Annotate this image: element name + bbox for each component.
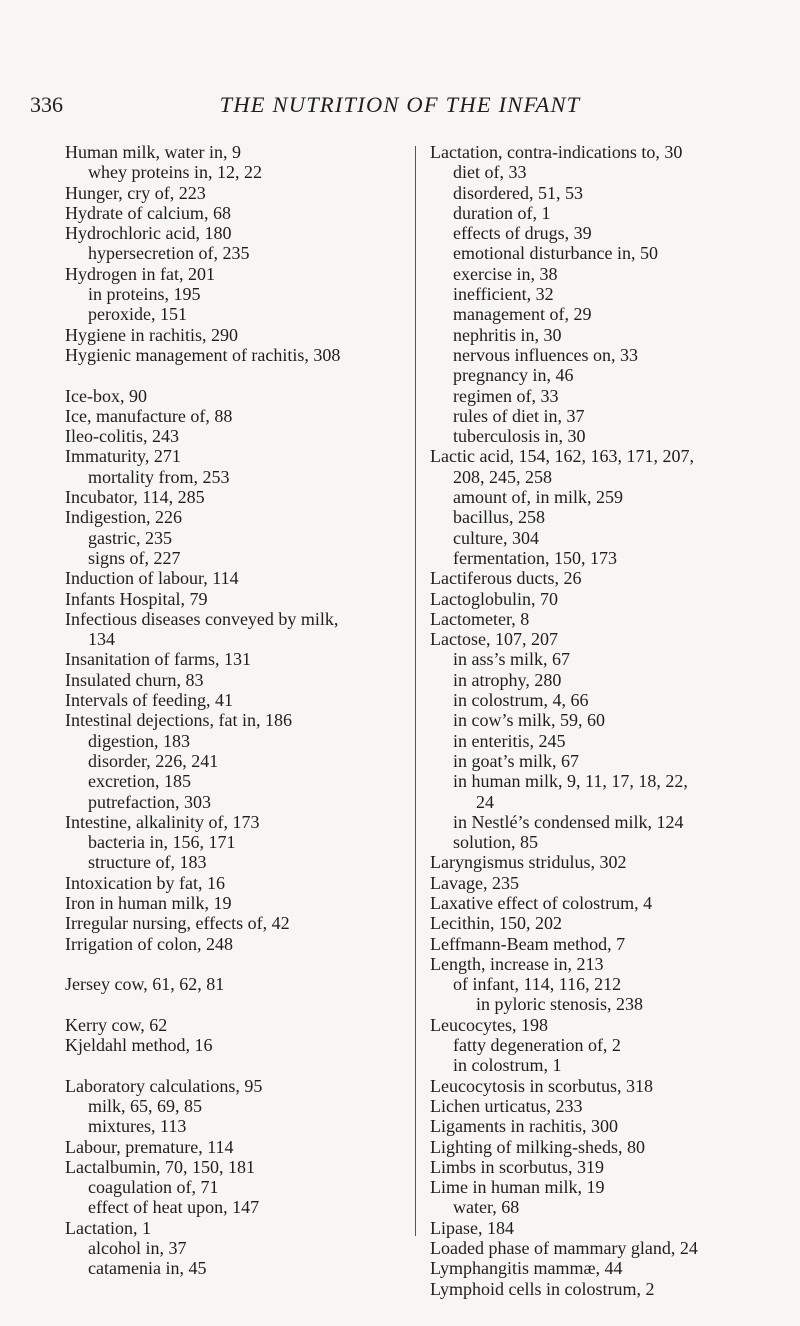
index-subentry: mortality from, 253 xyxy=(88,466,230,487)
index-entry: Infectious diseases conveyed by milk, xyxy=(65,608,339,629)
index-column-left xyxy=(65,142,405,1279)
index-subentry: in ass’s milk, 67 xyxy=(453,649,571,670)
index-entry: Intestine, alkalinity of, 173 xyxy=(65,811,260,832)
index-subentry: duration of, 1 xyxy=(453,202,551,223)
index-subentry: digestion, 183 xyxy=(88,730,190,751)
index-entry: Lipase, 184 xyxy=(430,1217,514,1238)
index-subentry: tuberculosis in, 30 xyxy=(453,426,586,447)
index-subentry: management of, 29 xyxy=(453,304,592,325)
index-entry: Labour, premature, 114 xyxy=(65,1136,234,1157)
index-column-right xyxy=(430,142,775,1299)
index-entry: Jersey cow, 61, 62, 81 xyxy=(65,974,225,995)
section-gap xyxy=(65,1055,405,1075)
index-entry: Irregular nursing, effects of, 42 xyxy=(65,913,290,934)
index-subentry: hypersecretion of, 235 xyxy=(88,243,250,264)
index-entry: Ice-box, 90 xyxy=(65,385,147,406)
index-entry: Ice, manufacture of, 88 xyxy=(65,405,233,426)
index-entry: Hygienic management of rachitis, 308 xyxy=(65,344,341,365)
index-entry: Lavage, 235 xyxy=(430,872,519,893)
index-subentry: regimen of, 33 xyxy=(453,385,559,406)
index-entry: Hunger, cry of, 223 xyxy=(65,182,206,203)
index-subentry: effects of drugs, 39 xyxy=(453,223,592,244)
index-subentry: emotional disturbance in, 50 xyxy=(453,243,658,264)
column-divider xyxy=(415,146,416,1236)
index-subentry: whey proteins in, 12, 22 xyxy=(88,162,262,183)
index-subentry: in colostrum, 1 xyxy=(453,1055,562,1076)
index-subentry: putrefaction, 303 xyxy=(88,791,211,812)
index-subentry: inefficient, 32 xyxy=(453,284,554,305)
page-number: 336 xyxy=(30,92,63,117)
index-entry: Intervals of feeding, 41 xyxy=(65,690,233,711)
index-subentry: excretion, 185 xyxy=(88,771,191,792)
section-gap xyxy=(65,365,405,385)
index-entry: Lactose, 107, 207 xyxy=(430,629,558,650)
section-gap xyxy=(65,994,405,1014)
index-entry: Lactiferous ducts, 26 xyxy=(430,568,582,589)
index-subentry: signs of, 227 xyxy=(88,547,181,568)
index-entry: Lactation, 1 xyxy=(65,1217,151,1238)
index-entry: Hydrate of calcium, 68 xyxy=(65,202,231,223)
index-subentry: nervous influences on, 33 xyxy=(453,344,638,365)
index-entry: Lichen urticatus, 233 xyxy=(430,1095,583,1116)
index-entry: Leucocytosis in scorbutus, 318 xyxy=(430,1075,653,1096)
index-subentry: peroxide, 151 xyxy=(88,304,187,325)
index-subentry: in colostrum, 4, 66 xyxy=(453,690,589,711)
index-entry: Hydrochloric acid, 180 xyxy=(65,223,232,244)
index-entry: Intoxication by fat, 16 xyxy=(65,872,225,893)
index-entry: Immaturity, 271 xyxy=(65,446,181,467)
index-subentry: culture, 304 xyxy=(453,527,539,548)
index-subentry: disordered, 51, 53 xyxy=(453,182,583,203)
index-entry: Limbs in scorbutus, 319 xyxy=(430,1156,604,1177)
index-subentry: nephritis in, 30 xyxy=(453,324,562,345)
index-subentry: in enteritis, 245 xyxy=(453,730,566,751)
index-entry: Ileo-colitis, 243 xyxy=(65,426,179,447)
index-entry: Lactic acid, 154, 162, 163, 171, 207, xyxy=(430,446,694,467)
index-subentry: exercise in, 38 xyxy=(453,263,558,284)
index-entry: Insulated churn, 83 xyxy=(65,669,204,690)
index-subentry: rules of diet in, 37 xyxy=(453,405,585,426)
index-subentry: in human milk, 9, 11, 17, 18, 22, xyxy=(453,771,688,792)
index-entry: Insanitation of farms, 131 xyxy=(65,649,251,670)
index-subentry: in cow’s milk, 59, 60 xyxy=(453,710,605,731)
index-subentry: in atrophy, 280 xyxy=(453,669,562,690)
index-subentry: in pyloric stenosis, 238 xyxy=(476,994,643,1015)
index-entry: Lighting of milking-sheds, 80 xyxy=(430,1136,645,1157)
index-entry: Laboratory calculations, 95 xyxy=(65,1075,263,1096)
index-entry: Human milk, water in, 9 xyxy=(65,142,241,162)
index-entry: Infants Hospital, 79 xyxy=(65,588,208,609)
index-subentry: diet of, 33 xyxy=(453,162,527,183)
index-subentry: disorder, 226, 241 xyxy=(88,750,219,771)
index-entry: Laryngismus stridulus, 302 xyxy=(430,852,627,873)
index-subentry: milk, 65, 69, 85 xyxy=(88,1095,203,1116)
index-entry: Lymphangitis mammæ, 44 xyxy=(430,1258,623,1279)
section-gap xyxy=(65,954,405,974)
index-subentry: gastric, 235 xyxy=(88,527,172,548)
index-subentry: water, 68 xyxy=(453,1197,520,1218)
index-entry: Laxative effect of colostrum, 4 xyxy=(430,892,653,913)
page-header xyxy=(0,92,800,122)
index-entry: Kerry cow, 62 xyxy=(65,1014,168,1035)
index-entry: Lactoglobulin, 70 xyxy=(430,588,558,609)
index-subentry: bacteria in, 156, 171 xyxy=(88,832,236,853)
index-subentry: in Nestlé’s condensed milk, 124 xyxy=(453,811,684,832)
index-entry: Intestinal dejections, fat in, 186 xyxy=(65,710,292,731)
index-entry: Kjeldahl method, 16 xyxy=(65,1035,213,1056)
index-entry: Irrigation of colon, 248 xyxy=(65,933,233,954)
index-entry: Lactation, contra-indications to, 30 xyxy=(430,142,683,162)
index-subentry: bacillus, 258 xyxy=(453,507,545,528)
index-entry: Length, increase in, 213 xyxy=(430,953,604,974)
index-entry: Induction of labour, 114 xyxy=(65,568,239,589)
index-subentry: 208, 245, 258 xyxy=(453,466,552,487)
index-subentry: amount of, in milk, 259 xyxy=(453,487,623,508)
index-entry: Lymphoid cells in colostrum, 2 xyxy=(430,1278,655,1299)
index-subentry: in goat’s milk, 67 xyxy=(453,750,579,771)
index-entry: Leucocytes, 198 xyxy=(430,1014,548,1035)
index-subentry: of infant, 114, 116, 212 xyxy=(453,974,622,995)
index-subentry: structure of, 183 xyxy=(88,852,207,873)
index-subentry: in proteins, 195 xyxy=(88,284,201,305)
index-subentry: 24 xyxy=(476,791,494,812)
index-subentry: solution, 85 xyxy=(453,832,539,853)
index-entry: Lactalbumin, 70, 150, 181 xyxy=(65,1156,255,1177)
running-title: THE NUTRITION OF THE INFANT xyxy=(219,92,581,117)
index-entry: Iron in human milk, 19 xyxy=(65,892,232,913)
index-entry: Lime in human milk, 19 xyxy=(430,1177,605,1198)
index-subentry: effect of heat upon, 147 xyxy=(88,1197,260,1218)
index-entry: Hygiene in rachitis, 290 xyxy=(65,324,238,345)
index-subentry: coagulation of, 71 xyxy=(88,1177,219,1198)
index-entry: Lecithin, 150, 202 xyxy=(430,913,562,934)
index-entry: Hydrogen in fat, 201 xyxy=(65,263,215,284)
index-subentry: catamenia in, 45 xyxy=(88,1258,207,1279)
index-subentry: pregnancy in, 46 xyxy=(453,365,574,386)
index-entry: Lactometer, 8 xyxy=(430,608,530,629)
index-entry: Ligaments in rachitis, 300 xyxy=(430,1116,618,1137)
index-entry: Loaded phase of mammary gland, 24 xyxy=(430,1238,698,1259)
index-subentry: mixtures, 113 xyxy=(88,1116,187,1137)
index-subentry: fermentation, 150, 173 xyxy=(453,547,617,568)
index-subentry: fatty degeneration of, 2 xyxy=(453,1035,621,1056)
index-subentry: 134 xyxy=(88,629,115,650)
index-subentry: alcohol in, 37 xyxy=(88,1238,187,1259)
index-entry: Leffmann-Beam method, 7 xyxy=(430,933,626,954)
index-entry: Indigestion, 226 xyxy=(65,507,182,528)
index-entry: Incubator, 114, 285 xyxy=(65,487,205,508)
